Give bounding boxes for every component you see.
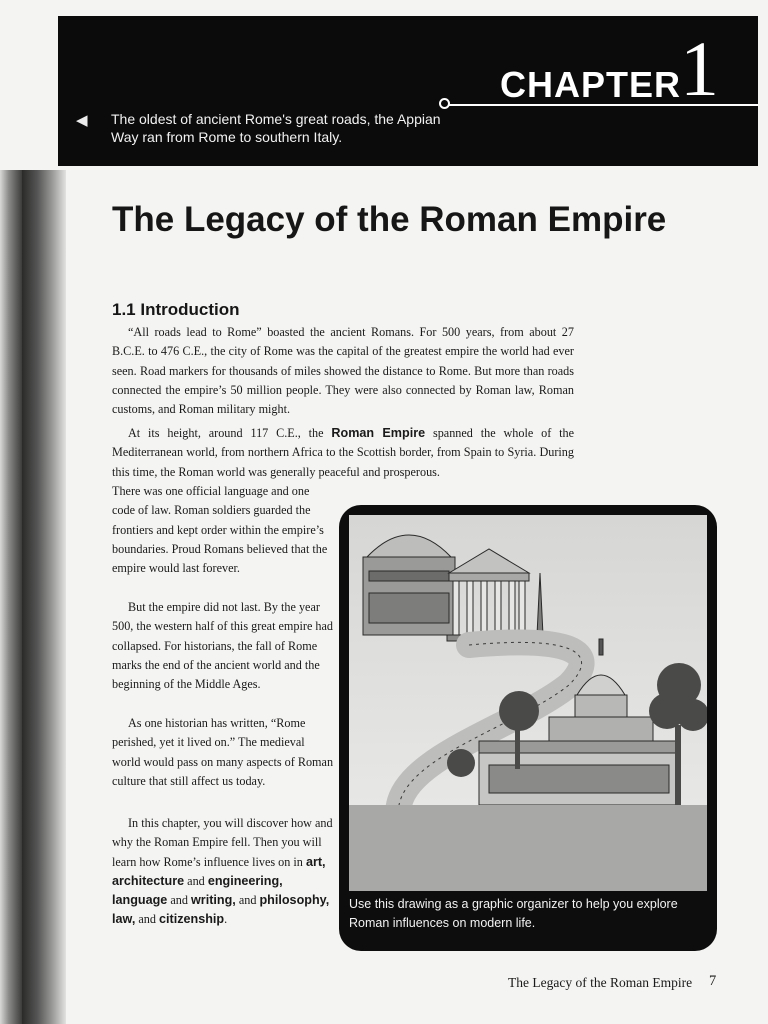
- figure-caption: Use this drawing as a graphic organizer to help you explore Roman influences on modern life.: [349, 897, 678, 930]
- para5-text-e: and: [235, 893, 260, 908]
- para5-text-f: and: [135, 912, 160, 927]
- graphic-organizer-figure: [339, 505, 717, 951]
- key-term-art-architecture: art, architecture: [112, 854, 326, 888]
- key-term-writing: writing,: [191, 893, 236, 908]
- intro-paragraph-3: But the empire did not last. By the year 500, the western half of this great empire had collapsed. For historians, the fall of Rome marks the end of the ancient world and the beginning of the Middle Ages.: [112, 600, 333, 692]
- page-number: 7: [709, 973, 717, 989]
- intro-paragraph-1: “All roads lead to Rome” boasted the ancient Romans. For 500 years, from about 27 B.C.E. to 476 C.E., the city of Rome was the capital of the greatest empire the world had ever seen. Road markers for thousands of miles showed the distance to Rome. But more than roads connected the empire’s 50 million people. They were also connected by Roman law, Roman customs, and Roman military might.: [112, 325, 574, 417]
- para2-text-b: spanned the whole of the Mediterranean world, from northern Africa to the Scottish border, from Spain to Syria. During this time, the Roman world was generally peaceful and prosperous.: [112, 426, 574, 479]
- running-footer-title: The Legacy of the Roman Empire: [508, 975, 693, 990]
- intro-paragraph-4: As one historian has written, “Rome perished, yet it lived on.” The medieval world would pass on many aspects of Roman culture that still affect us today.: [112, 716, 334, 788]
- header-photo-caption: The oldest of ancient Rome's great roads, the Appian Way ran from Rome to southern Italy.: [111, 111, 441, 145]
- chapter-label: CHAPTER: [500, 64, 682, 105]
- key-term-roman-empire: Roman Empire: [331, 426, 426, 440]
- intro-paragraph-5: [112, 814, 334, 930]
- roman-to-capitol-road-illustration: [349, 515, 707, 891]
- para5-text-d: and: [167, 893, 191, 908]
- caption-pointer-icon: ◀: [76, 112, 88, 129]
- key-term-citizenship: citizenship: [159, 912, 225, 927]
- pantheon-building: [363, 535, 455, 635]
- key-term-philosophy-law: philosophy, law,: [112, 893, 330, 927]
- page-gutter-shadow: [0, 170, 22, 1024]
- chapter-number: 1: [680, 25, 719, 112]
- key-term-engineering-language: engineering, language: [112, 873, 283, 908]
- intro-paragraph-2: [112, 424, 574, 482]
- page-gutter-shadow-inner: [22, 170, 66, 1024]
- para5-text-g: .: [224, 912, 228, 927]
- para2-text-a: At its height, around 117 C.E., the: [128, 426, 332, 440]
- intro-paragraph-2-continued: There was one official language and one code of law. Roman soldiers guarded the frontiers and kept order within the empire’s boundaries. Proud Romans believed that the empire would last forever.: [112, 484, 328, 576]
- para5-text-c: and: [184, 873, 208, 888]
- section-heading: 1.1 Introduction: [112, 300, 240, 319]
- chapter-title: The Legacy of the Roman Empire: [112, 200, 667, 239]
- para5-text-a: In this chapter, you will discover how and why the Roman Empire fell. Then you will learn how Rome’s influence lives on in: [112, 816, 333, 869]
